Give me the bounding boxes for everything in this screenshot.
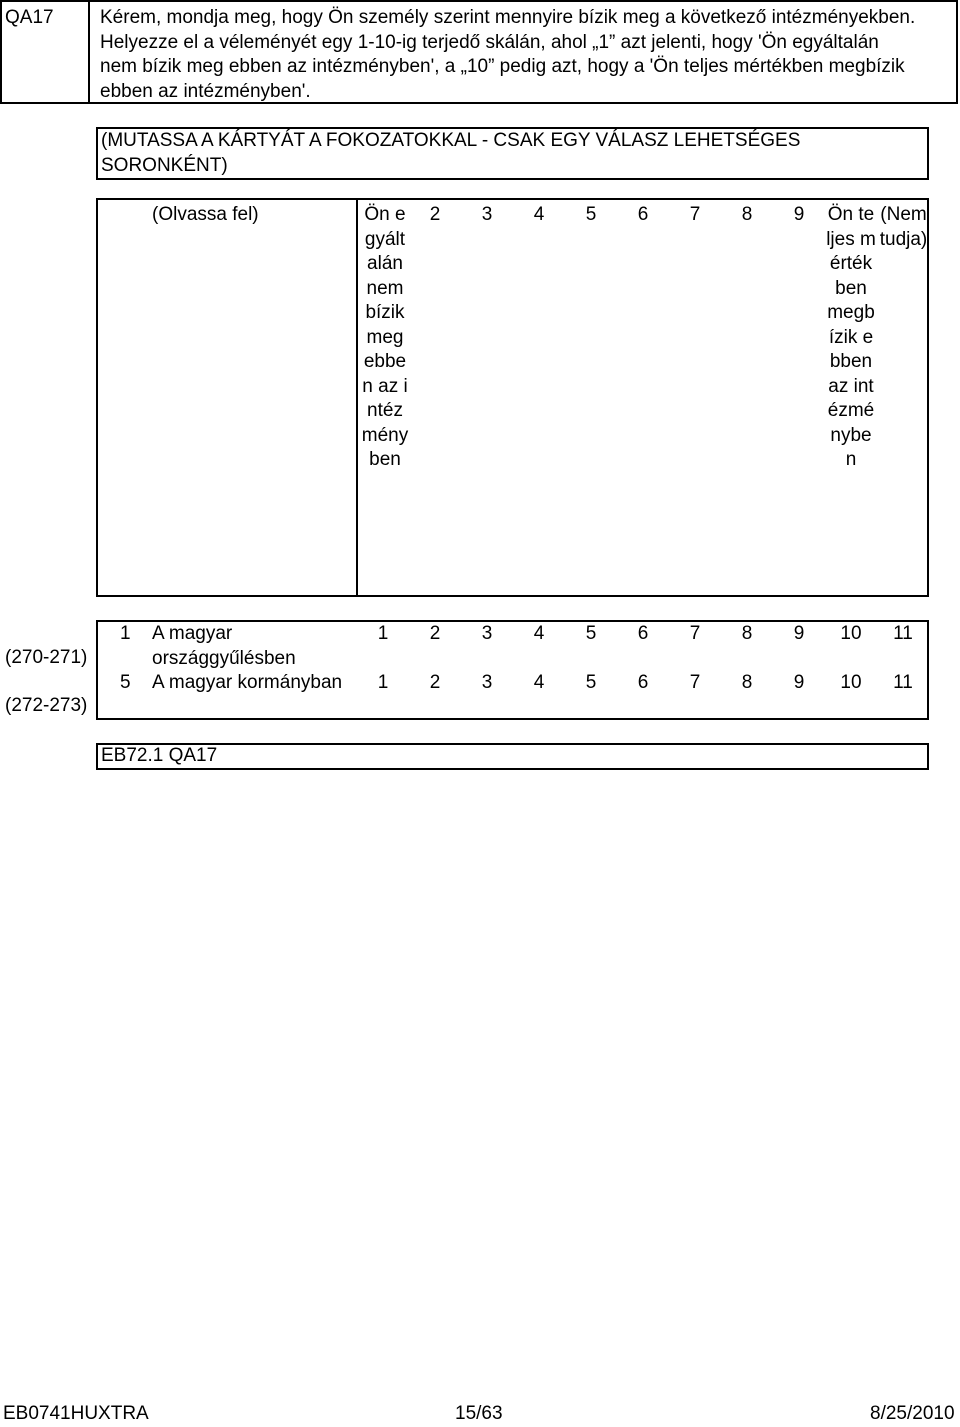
answer-code: 7 <box>689 672 701 693</box>
scale-value: 6 <box>637 204 649 225</box>
scale-low-label: Ön egyáltalán nem bízik meg ebben az intézményben <box>361 204 409 470</box>
answer-code: 1 <box>377 672 389 693</box>
answer-code: 6 <box>637 672 649 693</box>
scale-value: 9 <box>793 204 805 225</box>
answer-code: 3 <box>481 672 493 693</box>
scale-dont-know-label: (Nem tudja) <box>879 204 928 250</box>
row-label: A magyar országgyűlésben <box>152 623 296 669</box>
scale-value: 7 <box>689 204 701 225</box>
row-number: 5 <box>120 672 131 693</box>
row-number: 1 <box>120 623 131 644</box>
answer-code: 10 <box>840 623 862 644</box>
answer-code: 6 <box>637 623 649 644</box>
answer-code: 5 <box>585 623 597 644</box>
row-code: (272-273) <box>5 695 88 716</box>
source-tag: EB72.1 QA17 <box>101 745 218 766</box>
answer-code: 2 <box>429 623 441 644</box>
answer-code: 5 <box>585 672 597 693</box>
row-code: (270-271) <box>5 647 88 668</box>
answer-code: 9 <box>793 672 805 693</box>
scale-high-label: Ön teljes mértékben megbízik ebben az intézményben <box>826 204 876 470</box>
answer-code: 9 <box>793 623 805 644</box>
scale-value: 4 <box>533 204 545 225</box>
answer-code: 1 <box>377 623 389 644</box>
answer-code: 2 <box>429 672 441 693</box>
answer-code: 7 <box>689 623 701 644</box>
answer-code: 11 <box>893 623 913 644</box>
scale-header-divider <box>356 198 358 597</box>
scale-value: 2 <box>429 204 441 225</box>
answer-code: 10 <box>840 672 862 693</box>
row-label: A magyar kormányban <box>152 672 343 693</box>
footer-date: 8/25/2010 <box>870 1403 955 1424</box>
answer-code: 3 <box>481 623 493 644</box>
scale-value: 8 <box>741 204 753 225</box>
answer-code: 4 <box>533 672 545 693</box>
question-id: QA17 <box>5 7 54 28</box>
question-divider <box>88 0 90 104</box>
source-tag-box <box>96 743 929 770</box>
footer-page: 15/63 <box>455 1403 503 1424</box>
scale-value: 3 <box>481 204 493 225</box>
scale-value: 5 <box>585 204 597 225</box>
question-text: Kérem, mondja meg, hogy Ön személy szerint mennyire bízik meg a következő intézményekben. Helyezze el a véleményét egy 1-10-ig terjedő skálán, ahol „1” azt jelenti, hogy 'Ön egyáltalán nem bízik meg ebben az intézményben', a „10” pedig azt, hogy a 'Ön teljes mértékben megbízik ebben az intézményben'. <box>100 7 916 102</box>
read-out-label: (Olvassa fel) <box>152 204 259 225</box>
instruction-text: (MUTASSA A KÁRTYÁT A FOKOZATOKKAL - CSAK EGY VÁLASZ LEHETSÉGES SORONKÉNT) <box>101 130 801 176</box>
answer-code: 11 <box>893 672 913 693</box>
answer-code: 8 <box>741 672 753 693</box>
answer-code: 8 <box>741 623 753 644</box>
scale-header-box <box>96 198 929 597</box>
footer-doc-id: EB0741HUXTRA <box>3 1403 149 1424</box>
answer-code: 4 <box>533 623 545 644</box>
